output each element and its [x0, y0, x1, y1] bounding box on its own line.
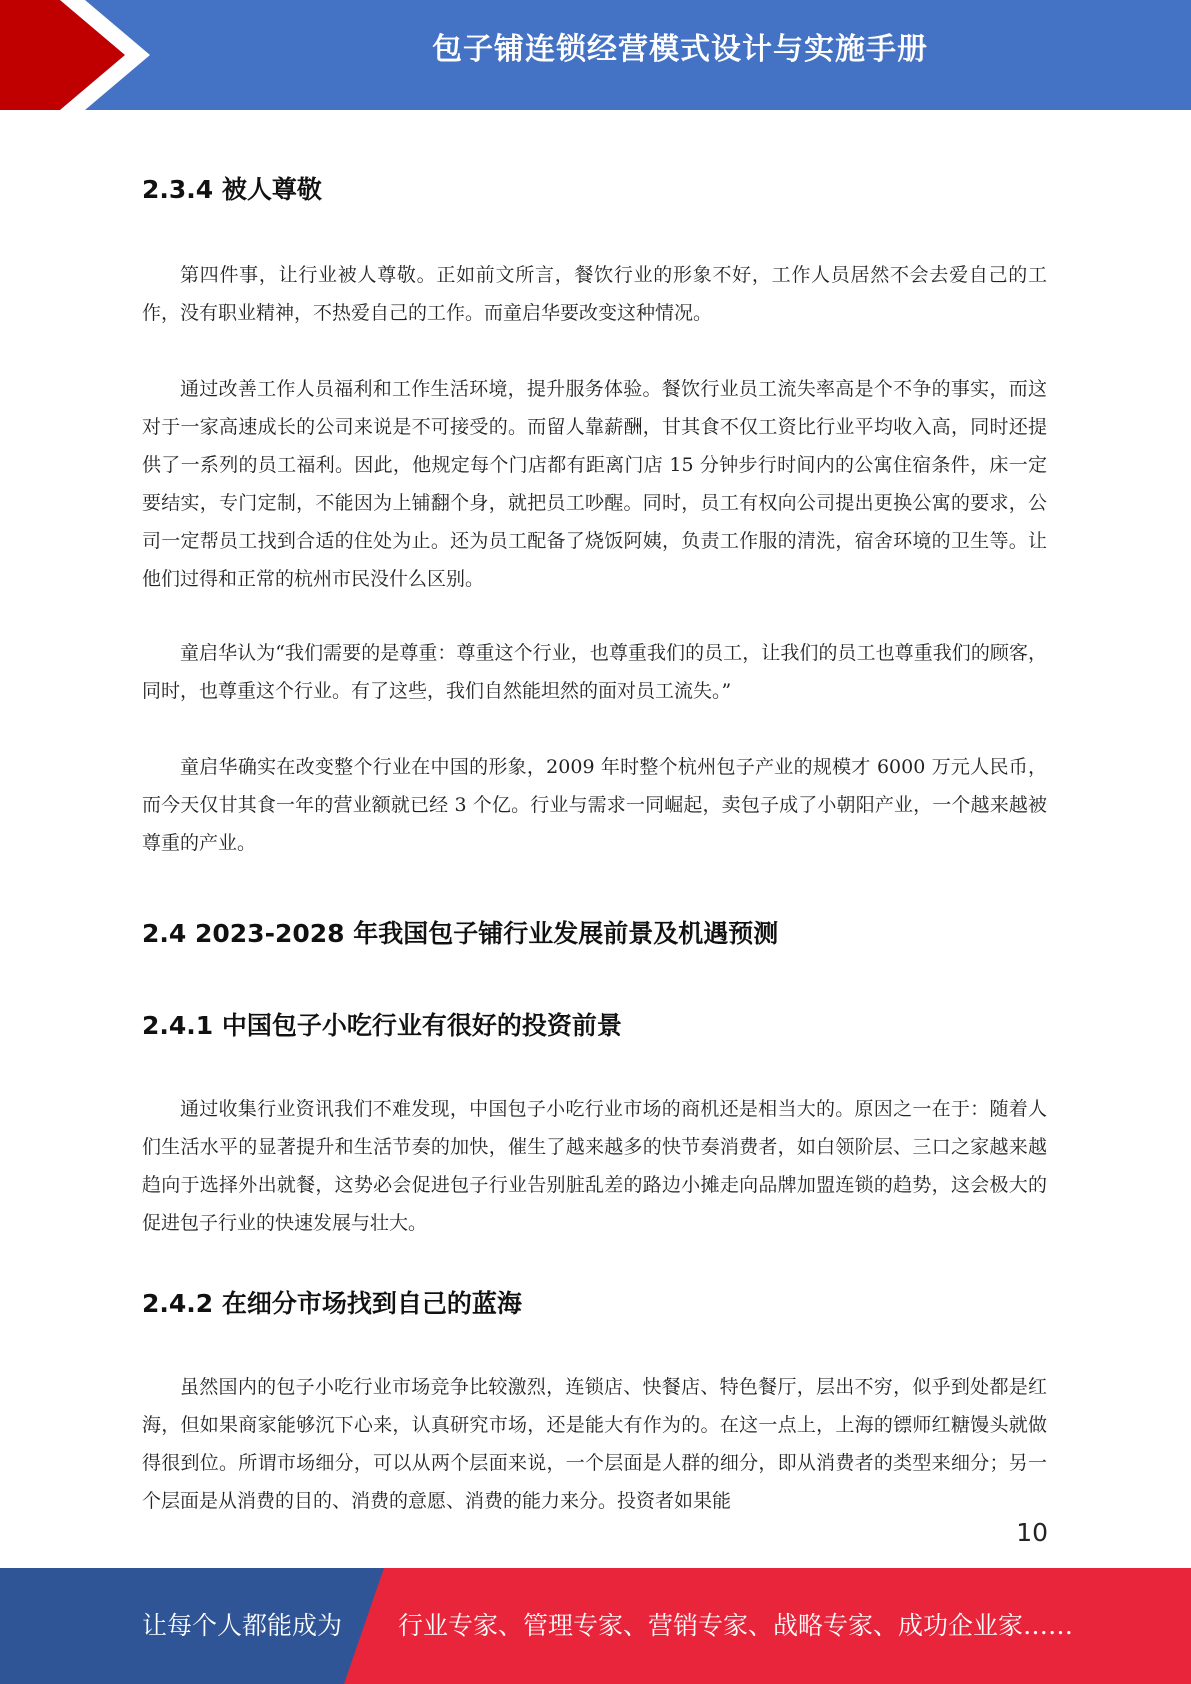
paragraph: 童启华确实在改变整个行业在中国的形象，2009 年时整个杭州包子产业的规模才 6000 万元人民币，而今天仅甘其食一年的营业额就已经 3 个亿。行业与需求一同崛起，卖包子成了小朝阳产业，一个越来越被尊重的产业。	[142, 756, 1047, 854]
paragraph: 通过收集行业资讯我们不难发现，中国包子小吃行业市场的商机还是相当大的。原因之一在于：随着人们生活水平的显著提升和生活节奏的加快，催生了越来越多的快节奏消费者，如白领阶层、三口之家越来越趋向于选择外出就餐，这势必会促进包子行业告别脏乱差的路边小摊走向品牌加盟连锁的趋势，这会极大的促进包子行业的快速发展与壮大。	[142, 1098, 1047, 1234]
section-heading-2-4-1: 2.4.1 中国包子小吃行业有很好的投资前景	[142, 1011, 622, 1040]
section-heading-2-4: 2.4 2023-2028 年我国包子铺行业发展前景及机遇预测	[142, 919, 779, 948]
page-number: 10	[1016, 1518, 1048, 1547]
section-heading-2-3-4: 2.3.4 被人尊敬	[142, 175, 322, 204]
header-arrow-decoration	[0, 0, 160, 110]
footer-slogan-right: 行业专家、管理专家、营销专家、战略专家、成功企业家……	[398, 1611, 1074, 1640]
paragraph: 通过改善工作人员福利和工作生活环境，提升服务体验。餐饮行业员工流失率高是个不争的事实，而这对于一家高速成长的公司来说是不可接受的。而留人靠薪酬，甘其食不仅工资比行业平均收入高，同时还提供了一系列的员工福利。因此，他规定每个门店都有距离门店 15 分钟步行时间内的公寓住宿条件，床一定要结实，专门定制，不能因为上铺翻个身，就把员工吵醒。同时，员工有权向公司提出更换公寓的要求，公司一定帮员工找到合适的住处为止。还为员工配备了烧饭阿姨，负责工作服的清洗，宿舍环境的卫生等。让他们过得和正常的杭州市民没什么区别。	[142, 378, 1047, 590]
page-header	[0, 0, 1191, 110]
footer-slogan-left: 让每个人都能成为	[142, 1611, 343, 1640]
page-footer	[0, 1568, 1191, 1684]
paragraph: 童启华认为“我们需要的是尊重：尊重这个行业，也尊重我们的员工，让我们的员工也尊重我们的顾客，同时，也尊重这个行业。有了这些，我们自然能坦然的面对员工流失。”	[142, 642, 1047, 702]
paragraph: 第四件事，让行业被人尊敬。正如前文所言，餐饮行业的形象不好，工作人员居然不会去爱自己的工作，没有职业精神，不热爱自己的工作。而童启华要改变这种情况。	[142, 264, 1047, 324]
paragraph: 虽然国内的包子小吃行业市场竞争比较激烈，连锁店、快餐店、特色餐厅，层出不穷，似乎到处都是红海，但如果商家能够沉下心来，认真研究市场，还是能大有作为的。在这一点上，上海的镖师红糖馒头就做得很到位。所谓市场细分，可以从两个层面来说，一个层面是人群的细分，即从消费者的类型来细分；另一个层面是从消费的目的、消费的意愿、消费的能力来分。投资者如果能	[142, 1376, 1047, 1512]
page-content	[142, 150, 1047, 1520]
document-title: 包子铺连锁经营模式设计与实施手册	[432, 32, 928, 67]
section-heading-2-4-2: 2.4.2 在细分市场找到自己的蓝海	[142, 1289, 522, 1318]
